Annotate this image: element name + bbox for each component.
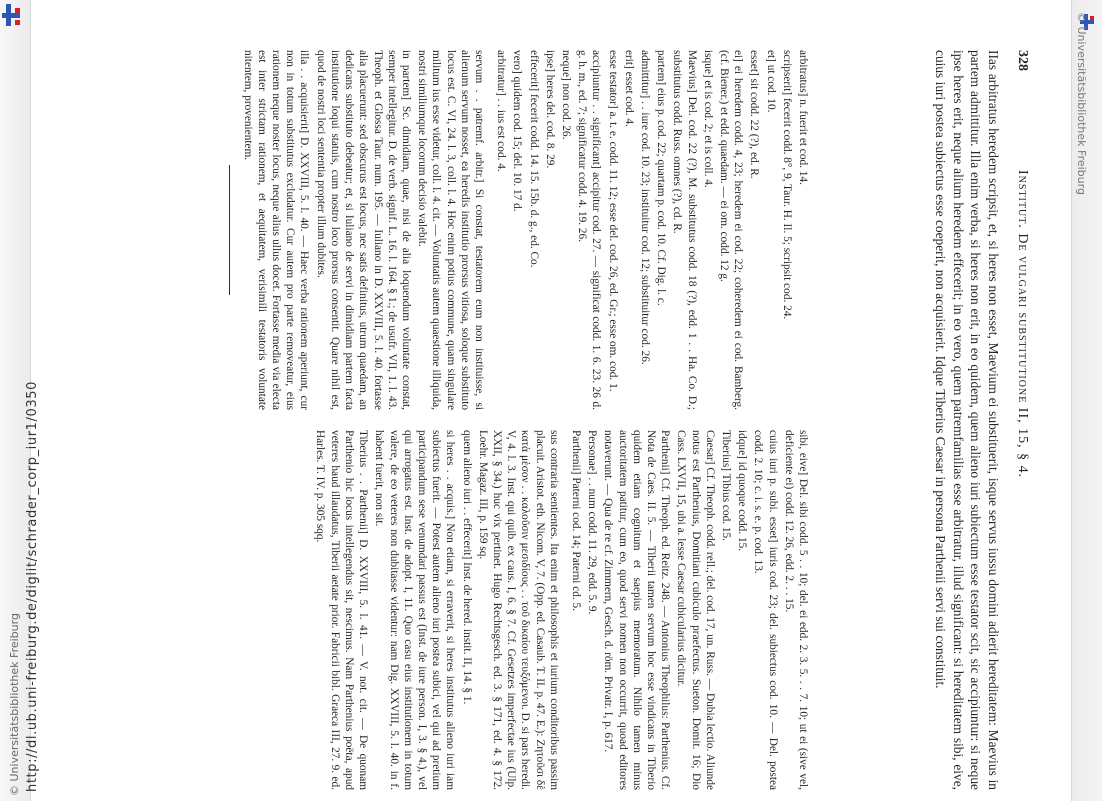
note-left-13: ipse] heres del. cod. 8. 29. [543,50,556,169]
note-left-0: arbitratus] n. fuerit et cod. 14. [797,50,809,185]
note-left-4: ei] ei heredem codd. 4, 23; heredem ei cod. 22; coheredem ei cod. Bamberg. (cf. Biener.) et edd. quaedam. — ei om. codd. 12 g. [717,50,745,410]
notes-column-right [311,430,810,790]
note-right-11: Tiberius . . Parthenii] D. XXVIII, 5. l. 41. — V. not. cit. — De quonam Parthenio hic locus intellegendus sit, nescimus. Nam Parthenius poëta, apud veteres haud illaudatus, Tiberii aetate prior. Fabricii bibl. Graeca III, 27. 9. ed. Harles. T. IV. p. 305 sqq. [314,430,370,790]
note-left-6: Maevius] Del. cod. 22 (?), M. substitutus codd. 18 (?), edd. 1 . . Ha. Co. D.; substitutus codd. Russ. omnes (?), cd. R. [671,50,698,410]
note-right-2: idque] id quoque codd. 15. [736,430,749,552]
note-left-5: isque] et is cod. 2; et is coll. 4. [701,50,714,188]
note-left-15: vero] quidem cod. 15; del. 10. 17 d. [511,50,524,212]
notes-divider [229,165,230,295]
note-right-1: cuius iuri p. subi. esset] iuris cod. 23; del. subiectus cod. 10. — Del. postea codd. 2. 10; c. i. s. e. p. cod. 13. [752,430,779,790]
note-left-1: scripserit] fecerit codd. 8°, 9, Taur. H. Il. 5; scripsit cod. 24. [780,50,793,320]
note-left-17: servum . . patremf. arbitr.] Si constat, testatorem eum non instituisse, si alienum servum nosset, ea heredis institutio prorsus vitiosa, soloque substituto locus est. C. VI, 24. l. 3, coll. l. 4. Hoc enim potius commune, quam singulare militum ius esse videtur, coll. l. 4. cit. — Voluntatis autem quaestione illiquida, nostri similiumque locorum decisio valebit. [416,50,485,410]
viewer-left-strip [0,0,40,801]
note-right-8: sus contraria sentientes. Ita enim et philosophis et iurium conditoribus passim placuit. Aristot. eth. Nicom. V, 7. (Opp. ed. Casaub. T. II. p. 47. E.): Ζητοῦσι δὲ κατὰ μὲσον . . καλοῦσιν μεσιδίους . . τοῦ δικαίου τευξόμενοι. D. si pars heredi. V, 4. l. 3. Inst. qui quib. ex caus. I, 6. § 7. Cf. Gesetzes imperfectae ius (Ulp. XXII, § 34.) huc vix pertinet. Hugo Rechtsgesch. ed. 3. § 171, ed. 4. § 172. Loehr. Magaz. III, p. 159 sq. [476,430,560,790]
note-right-10: si heres . . acquis.] Non etiam, si erraverit, si heres institutus alieno iuri iam subiectus fuerit. — Potest autem alieno iuri postea subici, vel qui ad pretium participandum sese venumdari passus est (Inst. de iure person. I, 3. § 4.), vel qui arrogatus est. Inst. de adopt. I, 11. Quo casu eius institutionem in totum valere, de eo veteres non dubitasse videntur: nam Dig. XXVIII, 5. l. 40. in f. habent fuerit, non sit. [373,430,457,790]
note-right-9: quem alieno iuri . . effecerit] Inst. de hered. instit. II, 14. § 1. [460,430,473,705]
header-title: Institut. De vulgari substitutione II, 15, § 4. [1015,170,1030,479]
scanned-page [170,50,1030,790]
note-right-7: Parthenii] Paterni cod. 14; Paterni cd. 5. [569,430,582,612]
note-left-10: esse testator] a. t. e. codd. 11. 12; esse del. cod. 26, ed. Gr.; esse om. cod. 1. [606,50,619,392]
viewer-right-strip [1071,0,1102,801]
note-right-0: sibi, eive] Del. sibi codd. 5 . . 10; del. ei edd. 2. 3. 5. . . 7. 10; ut ei (sive vel, deficiente ei) codd. 12. 26, edd. 2. . . 15. [782,430,809,790]
note-left-2: et] ut cod. 10. [764,50,777,113]
main-text: IIas arbitratus heredem scripsit, et, si heres non esset, Maevium ei substituerit, isque servus iussu domini adierit hereditatem: Maevius in partem admittitur. Illa enim verba, si heres non erit, in eo quidem, quem alieno iuri subiectum esse testator scit, sic accipiuntur: si neque ipse heres erit, neque alium heredem effecerit; in eo vero, quem patremfamilias esse arbitratur, illud significant: si hereditatem sibi, eive, cuius iuri postea subiectus esse coeperit, non acquisierit. Idque Tiberius Caesar in persona Parthenii servi sui constituit. [933,50,1001,790]
note-left-18: in partem] Sc. dimidiam, quae, nisi de alia loquendum voluntate constat, semper intellegitur. D. de verb. signif. L. 16. l. 164. § 1.; de usufr. VII, 1. l. 43. Theoph. et Glossa Taur. num. 195. — Iuliano in D. XXVIII, 5. l. 40. fortasse alia placuerunt: sed obscurus est locus, nec satis definitus, utrum quaedam, an dedicans substituto debeatur; et, si Iuliano de servi in dimidiam partem facta institutione loqui statuis, cum nostro loco prorsus consentit. Quare nihil est, quod de nostri loci sententia propter illum dubites. [314,50,412,410]
permalink-url[interactable]: http://dl.ub.uni-freiburg.de/diglit/schrader_corp_iur1/0350 [25,380,40,792]
note-right-6: Personae] . . num codd. 11. 29, edd. 5. 9. [586,430,599,615]
note-left-12: neque] non cod. 26. [559,50,572,140]
note-left-11: accipiuntur . . significant] accipitur cod. 27. — significat codd. 1. 6. 23. 26 d. g. h. m., ed. 7; significatur codd. 4. 19. 26. [576,50,603,410]
notes-column-left [219,50,810,410]
copyright-right: © Universitätsbibliothek Freiburg [1075,12,1088,195]
note-left-19: illa . . acquisierit] D. XXVIII, 5. l. 40. — Haec verba rationem aperiunt, cur non in totum substitutus excludatur. Cur autem pro parte removeatur, eius rationem neque noster locus, neque alius ullus docet. Fortasse media via electa est inter strictam rationem, et aequitatem, verisimili testatoris voluntate nitentem, provenientem. [241,50,311,410]
note-left-7: partem] eius p. cod. 22; quartam p. cod. 10. Cf. Dig. l. c. [655,50,668,306]
running-head [1012,50,1030,790]
copyright-left: © Universitätsbibliothek Freiburg [8,613,21,796]
note-right-4: Caesar] Cf. Theoph. codd. rell.; del. cod. 17, un. Russ. — Dubia lectio. Aliunde notus est Parthenius, Domitiani cubiculo praefectus. Sueton. Domit. 16; Dio Cass. LXVII, 15, ubi a. lesse Caesar cubicularius dicitur. [675,430,716,790]
note-left-9: erit] esset cod. 4. [622,50,635,127]
note-left-8: admittitur] . . iure cod. 10. 23; instituitur cod. 12; substituitur cod. 26. [638,50,651,365]
library-logo-icon[interactable] [2,4,26,28]
note-left-3: esset] sit codd. 22 (?), ed. R. [748,50,761,179]
note-left-14: effecerit] fecerit codd. 14. 15. 15b. d. g., ed. Co. [527,50,540,268]
note-right-5: Parthenii] Cf. Theoph. ed. Reitz. 248. — Antonius Theophilus: Parthenius. Cf. Nota de Caes. II. 5. — Tiberii tamen servum hoc esse vindicans in Tiberio quidem etiam cognitum et saepius memoratum. Nihilo tamen minus auctoritatem patitur, cum eo, quod servi nomen non occurrit, quoad editores notaverunt. — Qua de re cf. Zimmern, Gesch. d. röm. Privatr. I, p. 617. [602,430,672,790]
page-number: 328 [1015,50,1030,71]
note-left-16: arbitratur] . . ius est cod. 4. [495,50,508,172]
note-right-3: Tiberius] Tibius cod. 15. [719,430,732,542]
